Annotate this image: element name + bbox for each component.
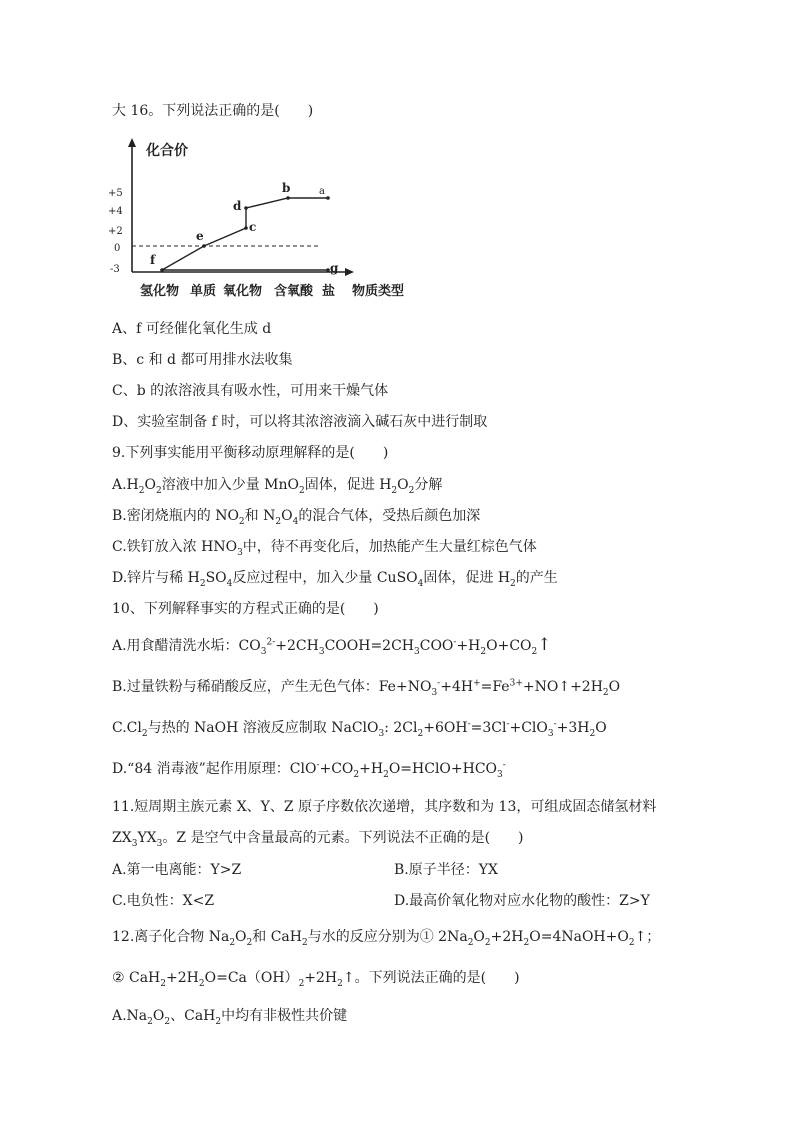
q10-option-a: A.用食醋清洗水垢：$CO_3^{2-}+2CH_3COOH=2CH_3COO^-+H_2O+CO_2↑$ xyxy=(112,635,552,657)
q9-option-a: $A.H_2O_2$溶液中加入少量 MnO$_2$固体，促进 $H_2O_2$分解 xyxy=(112,477,443,496)
q10-option-c: $C.Cl_2$与热的 NaOH 溶液反应制取 NaClO$_3$: $2Cl_2+6OH^-=3Cl^-+ClO_3^-+3H_2O$ xyxy=(112,719,607,739)
question-11-line1: 11.短周期主族元素 X、Y、Z 原子序数依次递增，其序数和为 13，可组成固态储氢材料 xyxy=(112,799,657,815)
q8-option-d: D、实验室制备 f 时，可以将其浓溶液滴入碱石灰中进行制取 xyxy=(112,414,488,430)
point-f xyxy=(160,268,164,272)
x-cat-element: 单质 xyxy=(190,284,217,299)
label-c: c xyxy=(249,220,257,234)
question-12-line1: 12.离子化合物 $Na_2O_2$和 CaH$_2$与水的反应分别为① $2Na_2O_2+2H_2O=4NaOH+O_2↑$； xyxy=(112,929,661,948)
point-b xyxy=(286,196,290,200)
x-axis-arrow xyxy=(345,268,354,276)
q11-option-b: B.原子半径：YX xyxy=(394,862,498,878)
q11-option-a: A.第一电离能：Y>Z xyxy=(112,862,242,878)
q9-option-c: C.铁钉放入浓 $HNO_3$中，待不再变化后，加热能产生大量红棕色气体 xyxy=(112,539,537,558)
y-axis-arrow xyxy=(128,138,136,147)
point-d xyxy=(244,206,248,210)
q10-option-b: B.过量铁粉与稀硝酸反应，产生无色气体：$Fe+NO_3^-+4H^+=Fe^{3+}+NO↑+2H_2O$ xyxy=(112,678,621,698)
tick-zero: 0 xyxy=(114,243,121,254)
x-cat-oxide: 氧化物 xyxy=(223,284,263,299)
question-12-line2: ② $CaH_2+2H_2O=Ca(OH)_2+2H_2↑$。下列说法正确的是( ) xyxy=(112,970,520,989)
tick-plus4: +4 xyxy=(108,206,123,217)
x-cat-salt: 盐 xyxy=(322,284,336,299)
label-b: b xyxy=(282,181,291,195)
question-8-stem: 大 16。下列说法正确的是( ) xyxy=(112,103,314,119)
q11-option-c: C.电负性：X<Z xyxy=(112,893,215,909)
point-c xyxy=(244,226,248,230)
label-g: g xyxy=(330,261,339,275)
x-cat-oxyacid: 含氧酸 xyxy=(274,284,314,299)
q10-option-d: D.“84 消毒液”起作用原理：$ClO^-+CO_2+H_2O=HClO+HCO_3^-$ xyxy=(112,760,506,780)
question-10-stem: 10、下列解释事实的方程式正确的是( ) xyxy=(112,601,379,617)
label-d: d xyxy=(233,199,242,213)
label-e: e xyxy=(196,229,204,243)
q8-option-c: C、b 的浓溶液具有吸水性，可用来干燥气体 xyxy=(112,383,389,399)
q8-option-a: A、f 可经催化氧化生成 d xyxy=(112,321,272,337)
q8-option-b: B、c 和 d 都可用排水法收集 xyxy=(112,352,293,368)
question-11-line2: $ZX_3YX_3$。Z 是空气中含量最高的元素。下列说法不正确的是( ) xyxy=(112,830,524,849)
tick-plus2: +2 xyxy=(108,226,123,237)
x-axis-label: 物质类型 xyxy=(352,284,405,299)
q12-option-a: $A.Na_2O_2$、CaH$_2$中均有非极性共价键 xyxy=(112,1008,348,1027)
tick-minus3: -3 xyxy=(110,264,120,275)
q9-option-b: B.密闭烧瓶内的 $NO_2$和 $N_2O_4$的混合气体，受热后颜色加深 xyxy=(112,508,481,527)
point-e xyxy=(202,244,206,248)
question-9-stem: 9.下列事实能用平衡移动原理解释的是( ) xyxy=(112,445,389,461)
q9-option-d: D.锌片与稀 $H_2SO_4$反应过程中，加入少量 CuSO$_4$固体，促进 $H_2$的产生 xyxy=(112,570,558,589)
x-cat-hydride: 氢化物 xyxy=(140,284,180,299)
point-a xyxy=(326,196,330,200)
label-a: a xyxy=(319,186,325,197)
q11-option-d: D.最高价氧化物对应水化物的酸性：Z>Y xyxy=(394,893,650,909)
valence-diagram xyxy=(110,138,430,308)
y-axis-label: 化合价 xyxy=(146,143,188,159)
tick-plus5: +5 xyxy=(108,188,123,199)
label-f: f xyxy=(150,253,156,267)
